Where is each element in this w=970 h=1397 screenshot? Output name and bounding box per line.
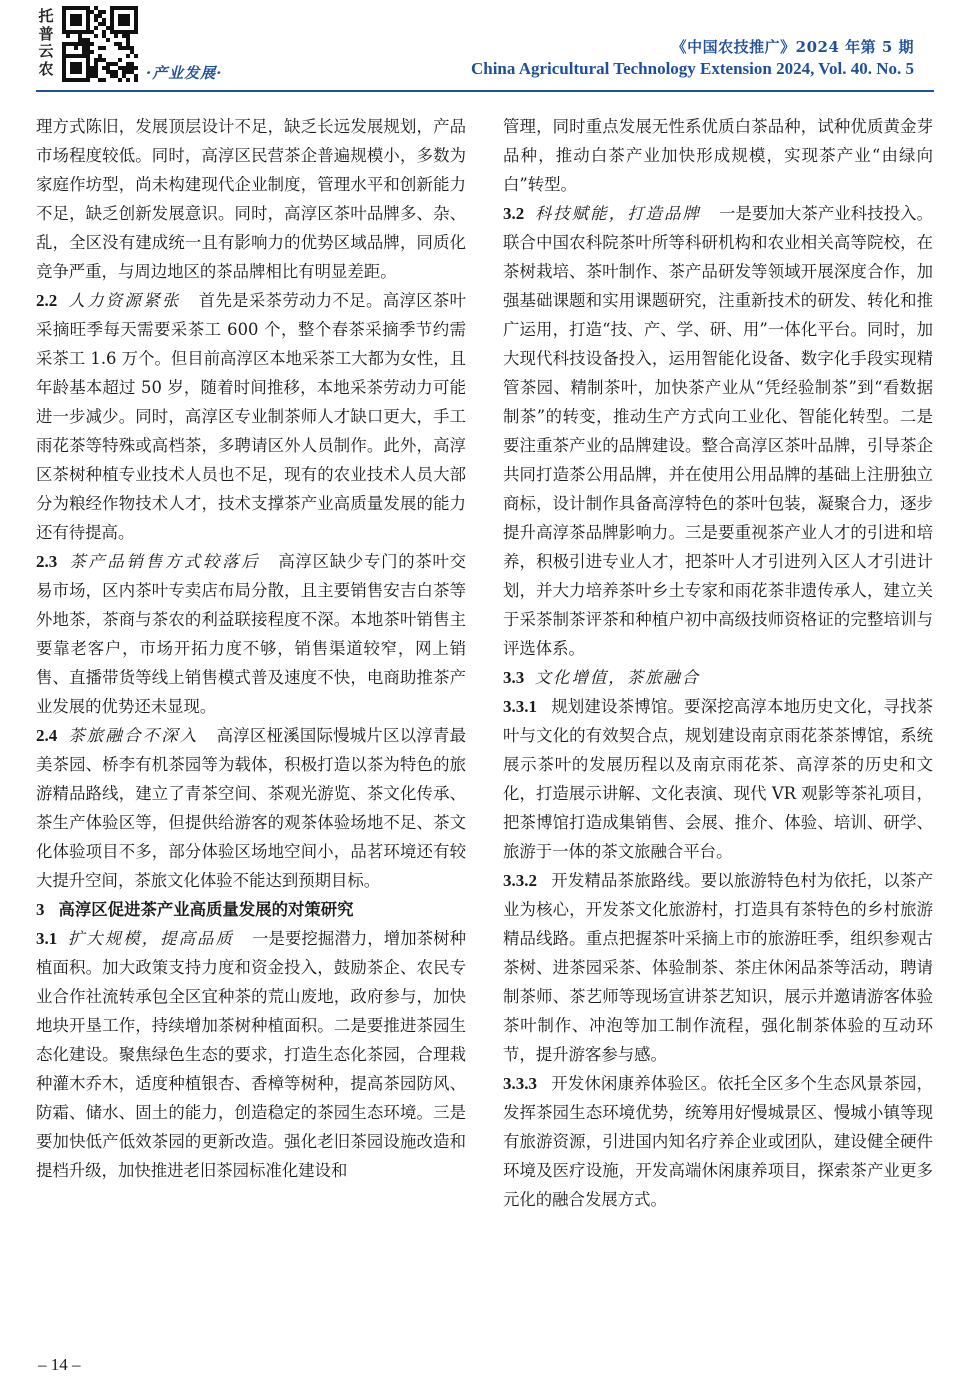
- section-2-3: [36, 547, 466, 721]
- section-number: 3.3.1: [503, 697, 537, 716]
- section-title: 茶旅融合不深入: [68, 726, 199, 745]
- section-title: 扩大规模，提高品质: [67, 929, 235, 948]
- section-body: 一是要挖掘潜力，增加茶树种植面积。加大政策支持力度和资金投入，鼓励茶企、农民专业合作社流转承包全区宜种茶的荒山废地，政府参与，加快地块开垦工作，持续增加茶树种植面积。二是要推进茶园生态化建设。聚焦绿色生态的要求，打造生态化茶园，合理栽种灌木乔木，适度种植银杏、香樟等树种，提高茶园防风、防霜、储水、固土的能力，创造稳定的茶园生态环境。三是要加快低产低效茶园的更新改造。强化老旧茶园设施改造和提档升级，加快推进老旧茶园标准化建设和: [36, 929, 467, 1180]
- section-body: 一是要加大茶产业科技投入。联合中国农科院茶叶所等科研机构和农业相关高等院校，在茶树栽培、茶叶制作、茶产品研发等领域开展深度合作，加强基础课题和实用课题研究，注重新技术的研发、转化和推广运用，打造“技、产、学、研、用”一体化平台。同时，加大现代科技设备投入，运用智能化设备、数字化手段实现精管茶园、精制茶叶，加快茶产业从“凭经验制茶”到“看数据制茶”的转变，推动生产方式向工业化、智能化转型。二是要注重茶产业的品牌建设。整合高淳区茶叶品牌，引导茶企共同打造茶公用品牌，并在使用公用品牌的基础上注册独立商标，设计制作具备高淳特色的茶叶包装，凝聚合力，逐步提升高淳茶品牌影响力。三是要重视茶产业人才的引进和培养，积极引进专业人才，把茶叶人才引进列入区人才引进计划，并大力培养茶叶乡土专家和雨花茶非遗传承人，建立关于采茶制茶评茶和种植户初中高级技师资格证的完整培训与评选体系。: [503, 204, 934, 658]
- section-number: 3.3.2: [503, 871, 537, 890]
- page-number: – 14 –: [38, 1355, 81, 1374]
- section-3-heading: [36, 895, 466, 924]
- section-number: 3.2: [503, 204, 525, 223]
- section-number: 3: [36, 900, 45, 919]
- section-title: 文化增值，茶旅融合: [534, 668, 701, 687]
- paragraph: 管理，同时重点发展无性系优质白茶品种，试种优质黄金芽品种，推动白茶产业加快形成规模，实现茶产业“由绿向白”转型。: [503, 117, 933, 194]
- section-number: 2.2: [36, 291, 58, 310]
- section-3-1: [36, 924, 466, 1185]
- qr-code: [62, 6, 138, 82]
- section-number: 3.1: [36, 929, 58, 948]
- section-3-3-2: [503, 866, 933, 1069]
- section-title: 科技赋能，打造品牌: [534, 204, 702, 223]
- section-number: 2.3: [36, 552, 58, 571]
- journal-title-cn: 《中国农技推广》2024 年第 5 期: [671, 38, 914, 56]
- section-body: 开发精品茶旅路线。要以旅游特色村为依托，以茶产业为核心，开发茶文化旅游村，打造具有茶特色的乡村旅游精品线路。重点把握茶叶采摘上市的旅游旺季，组织参观古茶树、进茶园采茶、体验制茶、茶庄休闲品茶等活动，聘请制茶师、茶艺师等现场宣讲茶艺知识，展示并邀请游客体验茶叶制作、冲泡等加工制作流程，强化制茶体验的互动环节，提升游客参与感。: [503, 871, 933, 1064]
- section-body: 开发休闲康养体验区。依托全区多个生态风景茶园，发挥茶园生态环境优势，统筹用好慢城景区、慢城小镇等现有旅游资源，引进国内知名疗养企业或团队，建设健全硬件环境及医疗设施，开发高端休闲康养项目，探索茶产业更多元化的融合发展方式。: [503, 1074, 933, 1209]
- section-title: 人力资源紧张: [68, 291, 181, 310]
- section-body: 高淳区缺少专门的茶叶交易市场，区内茶叶专卖店布局分散，且主要销售安吉白茶等外地茶，茶商与茶农的利益联接程度不深。本地茶叶销售主要靠老客户，市场开拓力度不够，销售渠道较窄，网上销售、直播带货等线上销售模式普及速度不快，电商助推茶产业发展的优势还未显现。: [36, 552, 467, 716]
- section-body: 高淳区桠溪国际慢城片区以淳青最美茶园、桥李有机茶园等为载体，积极打造以茶为特色的旅游精品路线，建立了青茶空间、茶观光游览、茶文化传承、茶生产体验区等，但提供给游客的观茶体验场地不足、茶文化体验项目不多，部分体验区场地空间小，品茗环境还有较大提升空间，茶旅文化体验不能达到预期目标。: [36, 726, 467, 890]
- section-title: 高淳区促进茶产业高质量发展的对策研究: [58, 900, 354, 919]
- section-number: 2.4: [36, 726, 58, 745]
- section-number: 3.3: [503, 668, 525, 687]
- section-body: 规划建设茶博馆。要深挖高淳本地历史文化，寻找茶叶与文化的有效契合点，规划建设南京雨花茶茶博馆，系统展示茶叶的发展历程以及南京雨花茶、高淳茶的历史和文化，打造展示讲解、文化表演、现代 VR 观影等茶礼项目，把茶博馆打造成集销售、会展、推介、体验、培训、研学、旅游于一体的茶文旅融合平台。: [503, 697, 933, 861]
- section-label: ·产业发展·: [146, 64, 223, 82]
- paragraph: 理方式陈旧，发展顶层设计不足，缺乏长远发展规划，产品市场程度较低。同时，高淳区民营茶企普遍规模小，多数为家庭作坊型，尚未构建现代企业制度，管理水平和创新能力不足，缺乏创新发展意识。同时，高淳区茶叶品牌多、杂、乱，全区没有建成统一且有影响力的优势区域品牌，同质化竞争严重，与周边地区的茶品牌相比有明显差距。: [36, 117, 466, 281]
- section-body: 首先是采茶劳动力不足。高淳区茶叶采摘旺季每天需要采茶工 600 个，整个春茶采摘季节约需采茶工 1.6 万个。但目前高淳区本地采茶工大都为女性，且年龄基本超过 50 岁，随着时间推移，本地采茶劳动力可能进一步减少。同时，高淳区专业制茶师人才缺口更大，手工雨花茶等特殊或高档茶，多聘请区外人员制作。此外，高淳区茶树种植专业技术人员也不足，现有的农业技术人员大部分为粮经作物技术人才，技术支撑茶产业高质量发展的能力还有待提高。: [36, 291, 467, 542]
- section-3-3-3: [503, 1069, 933, 1214]
- section-3-2: [503, 199, 933, 663]
- section-3-3: [503, 663, 933, 692]
- brand-logo: 托 普 云 农: [38, 7, 54, 78]
- right-column: [503, 112, 933, 1214]
- section-2-2: [36, 286, 466, 547]
- section-3-3-1: [503, 692, 933, 866]
- header-rule: [36, 90, 934, 92]
- section-2-4: [36, 721, 466, 895]
- journal-title-en: China Agricultural Technology Extension 2024, Vol. 40. No. 5: [470, 59, 914, 78]
- page-header: [0, 0, 970, 100]
- section-number: 3.3.3: [503, 1074, 537, 1093]
- left-column: [36, 112, 466, 1185]
- section-title: 茶产品销售方式较落后: [69, 552, 261, 571]
